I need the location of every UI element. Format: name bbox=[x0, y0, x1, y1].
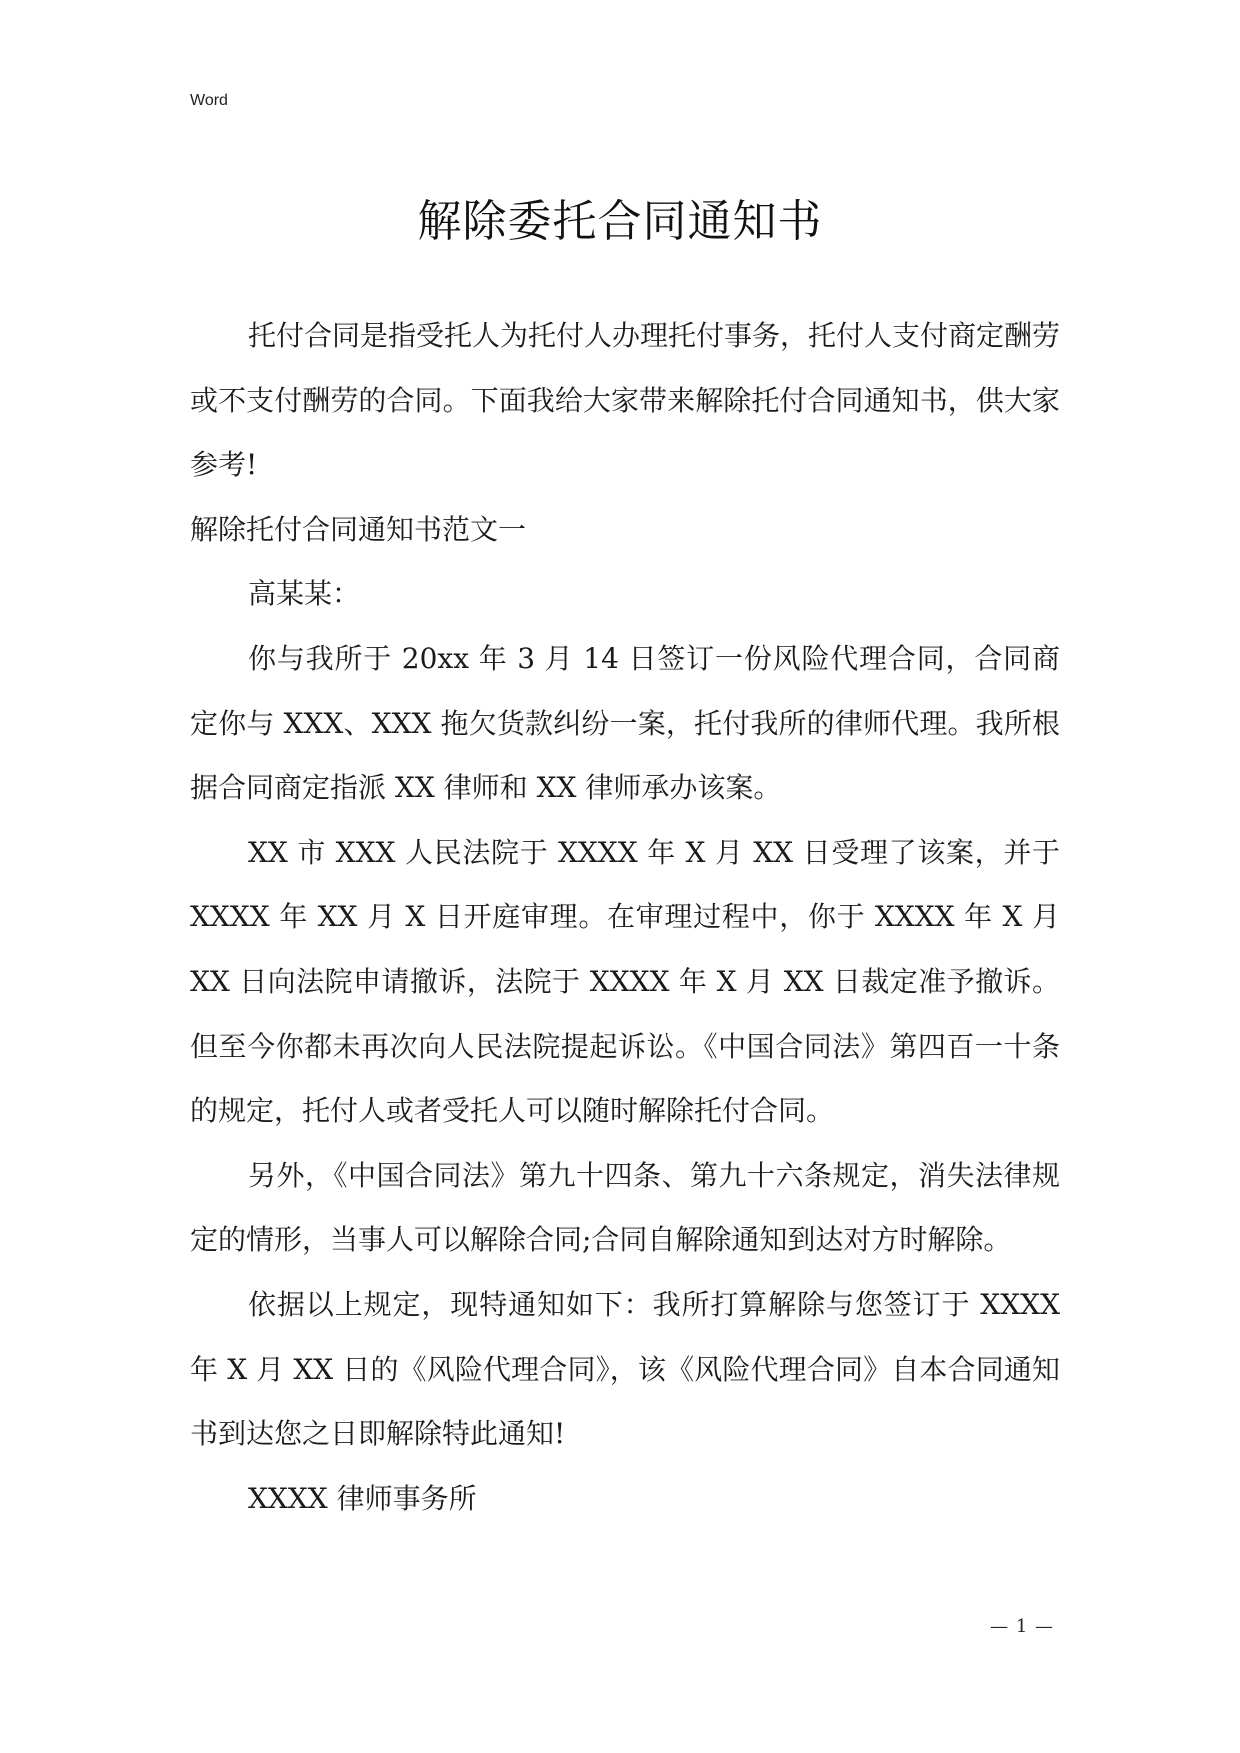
signature-line: XXXX 律师事务所 bbox=[248, 1481, 477, 1515]
body-paragraph: 你与我所于 20xx 年 3 月 14 日签订一份风险代理合同，合同商定你与 XXX、XXX 拖欠货款纠纷一案，托付我所的律师代理。我所根据合同商定指派 XX 律师和 XX 律师承办该案。 bbox=[190, 641, 1060, 805]
document-title: 解除委托合同通知书 bbox=[417, 196, 823, 247]
body-paragraph: 依据以上规定，现特通知如下：我所打算解除与您签订于 XXXX 年 X 月 XX 日的《风险代理合同》，该《风险代理合同》自本合同通知书到达您之日即解除特此通知! bbox=[190, 1287, 1060, 1451]
body-paragraph: 另外，《中国合同法》第九十四条、第九十六条规定，消失法律规定的情形，当事人可以解除合同;合同自解除通知到达对方时解除。 bbox=[190, 1158, 1060, 1257]
intro-paragraph: 托付合同是指受托人为托付人办理托付事务，托付人支付商定酬劳或不支付酬劳的合同。下面我给大家带来解除托付合同通知书，供大家参考! bbox=[190, 319, 1061, 482]
section-heading: 解除托付合同通知书范文一 bbox=[190, 512, 527, 546]
page-number: — 1 — bbox=[990, 1616, 1054, 1637]
header-label: Word bbox=[190, 92, 228, 109]
salutation: 高某某： bbox=[248, 577, 361, 611]
document-body bbox=[190, 304, 1060, 1531]
body-paragraph: XX 市 XXX 人民法院于 XXXX 年 X 月 XX 日受理了该案，并于 XXXX 年 XX 月 X 日开庭审理。在审理过程中，你于 XXXX 年 X 月 XX 日向法院申请撤诉，法院于 XXXX 年 X 月 XX 日裁定准予撤诉。但至今你都未再次向人民法院提起诉讼。《中国合同法》第四百一十条的规定，托付人或者受托人可以随时解除托付合同。 bbox=[190, 835, 1060, 1128]
